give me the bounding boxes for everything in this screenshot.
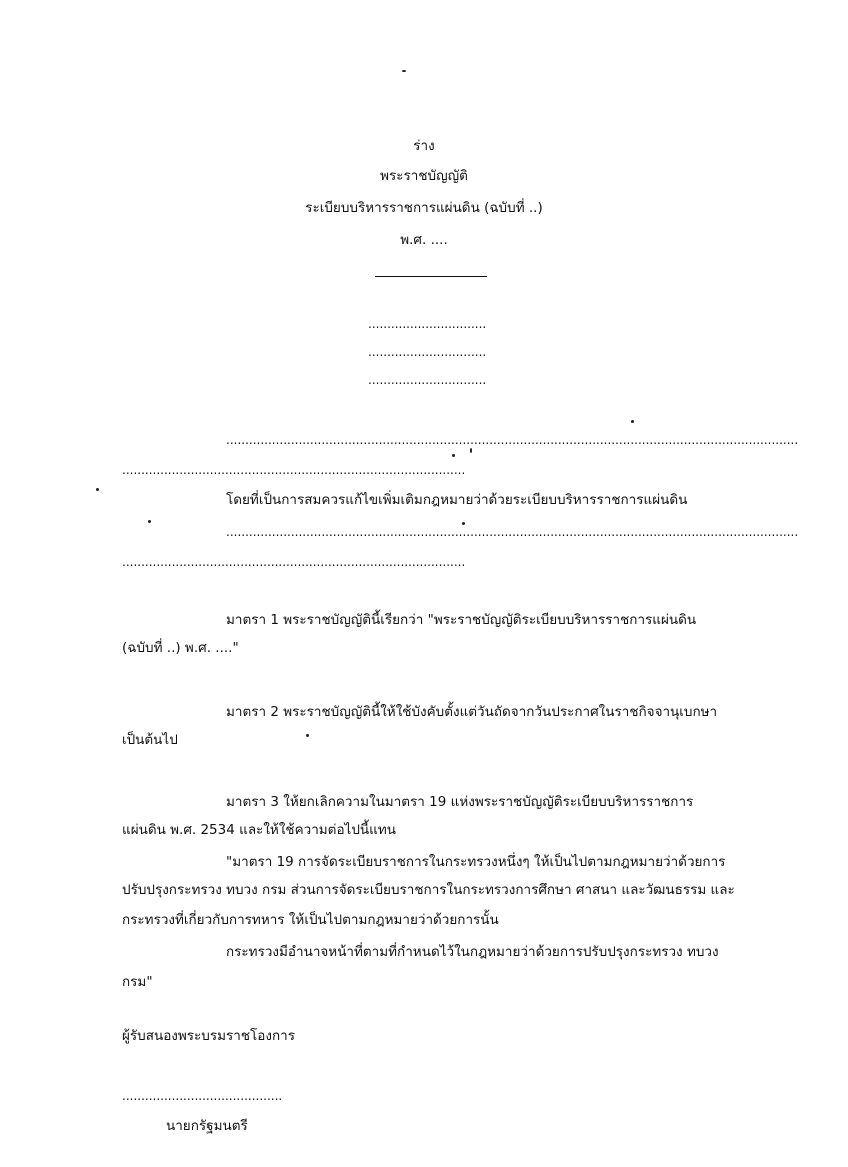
section-3-line-2: แผ่นดิน พ.ศ. 2534 และให้ใช้ความต่อไปนี้แทน <box>122 822 396 838</box>
preamble-dots-2: .......................................................................................... <box>122 463 466 477</box>
signature-line: .......................................... <box>122 1089 283 1103</box>
title-divider <box>375 276 487 277</box>
act-type: พระราชบัญญัติ <box>380 168 468 184</box>
scan-speck <box>96 488 99 491</box>
section-3-quote-1: "มาตรา 19 การจัดระเบียบราชการในกระทรวงหนึ่งๆ ให้เป็นไปตามกฎหมายว่าด้วยการ <box>226 854 726 870</box>
placeholder-line-3: ............................... <box>368 373 487 387</box>
act-year: พ.ศ. .... <box>400 232 448 248</box>
section-3-quote-4: กระทรวงมีอำนาจหน้าที่ตามที่กำหนดไว้ในกฎหมายว่าด้วยการปรับปรุงกระทรวง ทบวง <box>226 944 719 960</box>
reason-text: โดยที่เป็นการสมควรแก้ไขเพิ่มเติมกฎหมายว่าด้วยระเบียบบริหารราชการแผ่นดิน <box>226 492 688 508</box>
scan-speck <box>402 70 406 72</box>
scan-speck <box>470 448 472 453</box>
section-3-quote-5: กรม" <box>122 974 153 990</box>
section-2-line-2: เป็นต้นไป <box>122 732 178 748</box>
scan-speck <box>306 734 309 737</box>
scan-speck <box>148 520 151 523</box>
section-3-line-1: มาตรา 3 ให้ยกเลิกความในมาตรา 19 แห่งพระราชบัญญัติระเบียบบริหารราชการ <box>226 794 694 810</box>
countersign-label: ผู้รับสนองพระบรมราชโองการ <box>122 1028 295 1044</box>
reason-dots-1: ...................................................................................................................................................... <box>226 525 799 539</box>
scan-speck <box>452 454 455 457</box>
placeholder-line-2: ............................... <box>368 345 487 359</box>
preamble-dots-1: ...................................................................................................................................................... <box>226 433 799 447</box>
reason-dots-2: .......................................................................................... <box>122 555 466 569</box>
placeholder-line-1: ............................... <box>368 317 487 331</box>
scan-speck <box>462 522 465 525</box>
section-3-quote-2: ปรับปรุงกระทรวง ทบวง กรม ส่วนการจัดระเบียบราชการในกระทรวงการศึกษา ศาสนา และวัฒนธรรม และ <box>122 882 735 898</box>
signer-title: นายกรัฐมนตรี <box>166 1118 248 1134</box>
draft-label: ร่าง <box>413 138 435 154</box>
section-3-quote-3: กระทรวงที่เกี่ยวกับการทหาร ให้เป็นไปตามกฎหมายว่าด้วยการนั้น <box>122 912 499 928</box>
act-title: ระเบียบบริหารราชการแผ่นดิน (ฉบับที่ ..) <box>305 200 543 216</box>
section-1-line-1: มาตรา 1 พระราชบัญญัตินี้เรียกว่า "พระราชบัญญัติระเบียบบริหารราชการแผ่นดิน <box>226 612 697 628</box>
section-2-line-1: มาตรา 2 พระราชบัญญัตินี้ให้ใช้บังคับตั้งแต่วันถัดจากวันประกาศในราชกิจจานุเบกษา <box>226 704 718 720</box>
section-1-line-2: (ฉบับที่ ..) พ.ศ. ...." <box>122 640 239 656</box>
scan-speck <box>631 420 634 423</box>
